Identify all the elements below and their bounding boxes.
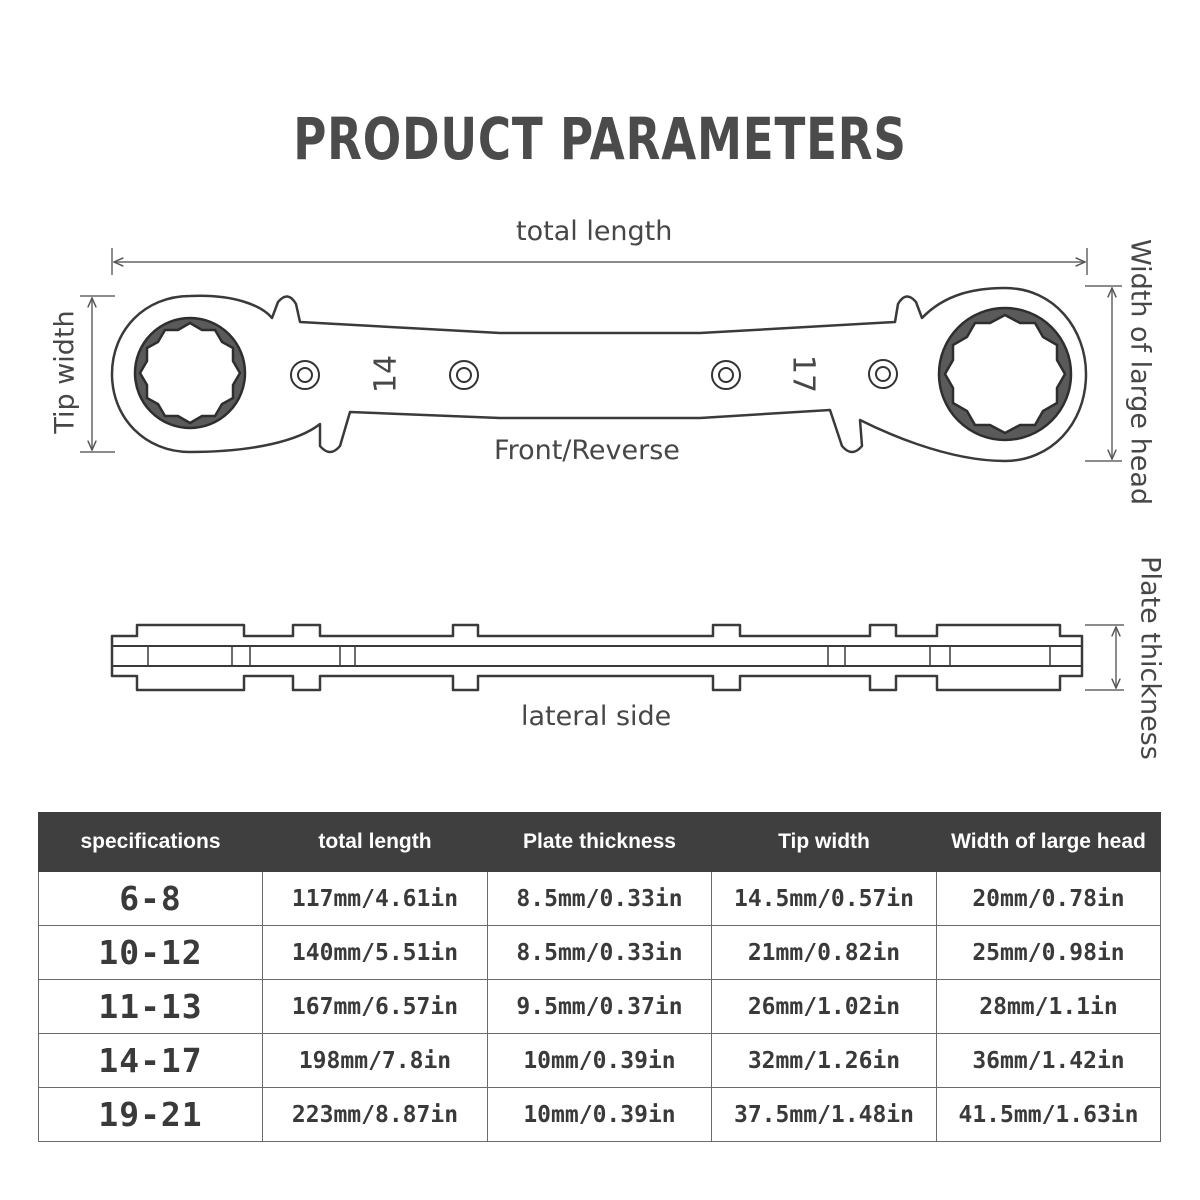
large-ring-head <box>939 308 1071 440</box>
spec-table <box>38 812 1161 1142</box>
header-tip-width: Tip width <box>712 813 937 872</box>
cell-tip-width: 32mm/1.26in <box>712 1034 937 1088</box>
cell-plate-thickness: 8.5mm/0.33in <box>488 926 712 980</box>
cell-specification: 6-8 <box>39 872 263 926</box>
cell-tip-width: 26mm/1.02in <box>712 980 937 1034</box>
table-row <box>39 926 1161 980</box>
page-title: PRODUCT PARAMETERS <box>293 105 907 173</box>
size-17-stamp: 17 <box>785 354 821 394</box>
front-reverse-label: Front/Reverse <box>494 435 680 466</box>
header-total-length: total length <box>263 813 488 872</box>
small-ring-head <box>135 318 245 428</box>
table-row <box>39 1034 1161 1088</box>
cell-total-length: 223mm/8.87in <box>263 1088 488 1142</box>
table-header-row <box>39 813 1161 872</box>
cell-width-large-head: 41.5mm/1.63in <box>937 1088 1161 1142</box>
tip-width-label: Tip width <box>49 310 81 434</box>
cell-plate-thickness: 10mm/0.39in <box>488 1034 712 1088</box>
cell-tip-width: 21mm/0.82in <box>712 926 937 980</box>
cell-width-large-head: 28mm/1.1in <box>937 980 1161 1034</box>
cell-specification: 19-21 <box>39 1088 263 1142</box>
lateral-side-label: lateral side <box>521 701 672 732</box>
size-14-stamp: 14 <box>368 354 404 394</box>
table-row <box>39 1088 1161 1142</box>
wrench-lateral-view <box>112 625 1082 690</box>
table-row <box>39 980 1161 1034</box>
cell-total-length: 198mm/7.8in <box>263 1034 488 1088</box>
cell-total-length: 167mm/6.57in <box>263 980 488 1034</box>
header-width-large-head: Width of large head <box>937 813 1161 872</box>
cell-specification: 11-13 <box>39 980 263 1034</box>
cell-plate-thickness: 9.5mm/0.37in <box>488 980 712 1034</box>
header-specifications: specifications <box>39 813 263 872</box>
cell-tip-width: 14.5mm/0.57in <box>712 872 937 926</box>
cell-width-large-head: 36mm/1.42in <box>937 1034 1161 1088</box>
cell-width-large-head: 25mm/0.98in <box>937 926 1161 980</box>
cell-specification: 10-12 <box>39 926 263 980</box>
cell-total-length: 140mm/5.51in <box>263 926 488 980</box>
cell-plate-thickness: 8.5mm/0.33in <box>488 872 712 926</box>
cell-plate-thickness: 10mm/0.39in <box>488 1088 712 1142</box>
table-row <box>39 872 1161 926</box>
large-head-label: Width of large head <box>1124 238 1156 506</box>
cell-width-large-head: 20mm/0.78in <box>937 872 1161 926</box>
cell-tip-width: 37.5mm/1.48in <box>712 1088 937 1142</box>
plate-thickness-label: Plate thickness <box>1134 556 1166 760</box>
cell-total-length: 117mm/4.61in <box>263 872 488 926</box>
cell-specification: 14-17 <box>39 1034 263 1088</box>
total-length-label: total length <box>516 216 673 247</box>
header-plate-thickness: Plate thickness <box>488 813 712 872</box>
